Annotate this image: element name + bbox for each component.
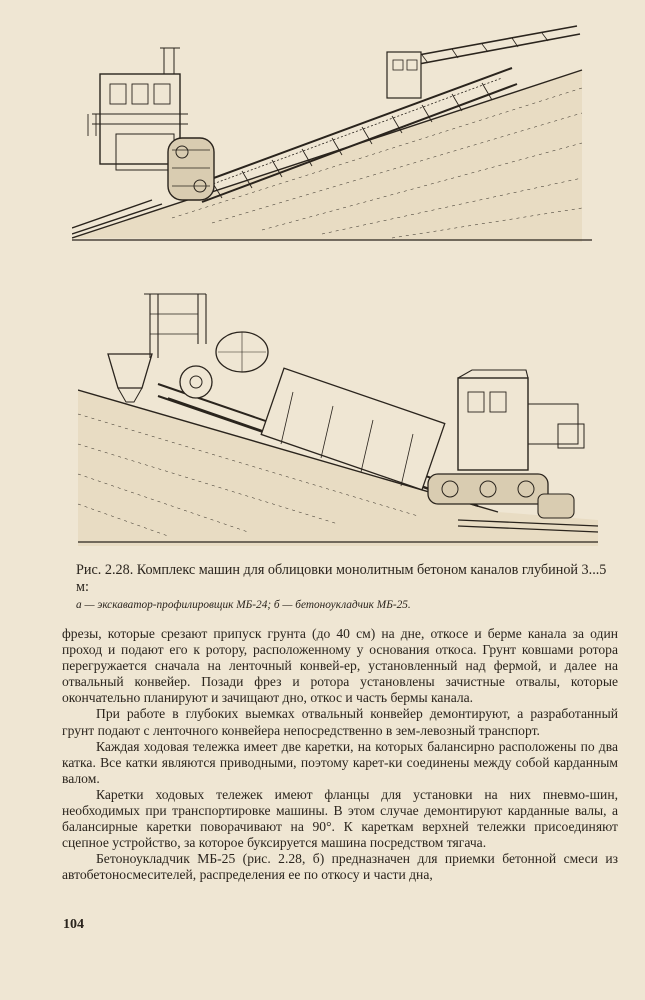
paragraph-5: Бетоноукладчик МБ-25 (рис. 2.28, б) предназначен для приемки бетонной смеси из автобетоносмесителей, распределения ее по откосу и части дна, bbox=[62, 851, 618, 883]
figure-concrete-paver-illustration bbox=[78, 284, 598, 546]
caption-subtitle: а — экскаватор-профилировщик МБ-24; б — бетоноукладчик МБ-25. bbox=[76, 599, 411, 611]
figure-caption bbox=[76, 562, 616, 612]
paragraph-4: Каретки ходовых тележек имеют фланцы для установки на них пневмо-шин, необходимых при транспортировке машины. В этом случае демонтируют карданные валы, а балансирные каретки поворачивают на 90°. К кареткам верхней тележки присоединяют сцепное устройство, за которое буксируется машина посредством тягача. bbox=[62, 786, 618, 851]
paragraph-2: При работе в глубоких выемках отвальный конвейер демонтируют, а разработанный грунт подают с ленточного конвейера непосредственно в зем-левозный транспорт. bbox=[62, 706, 618, 738]
body-text bbox=[62, 626, 618, 884]
caption-title: Рис. 2.28. Комплекс машин для облицовки монолитным бетоном каналов глубиной 3...5 м: bbox=[76, 562, 607, 595]
paragraph-3: Каждая ходовая тележка имеет две каретки, на которых балансирно расположены по два катка. Все катки являются приводными, поэтому карет-ки соединены между собой карданным валом. bbox=[62, 738, 618, 786]
paragraph-1: фрезы, которые срезают припуск грунта (до 40 см) на дне, откосе и берме канала за один проход и подают его к ротору, расположенному у основания откоса. Грунт ковшами ротора перегружается сначала на ленточный конвей-ер, установленный над фермой, и далее на отвальный конвейер. Позади фрез и ротора установлены зачистные отвалы, которые окончательно планируют и зачищают дно, откос и часть бермы канала. bbox=[62, 626, 618, 706]
page-number: 104 bbox=[63, 917, 84, 932]
figure-excavator-illustration bbox=[72, 18, 592, 242]
